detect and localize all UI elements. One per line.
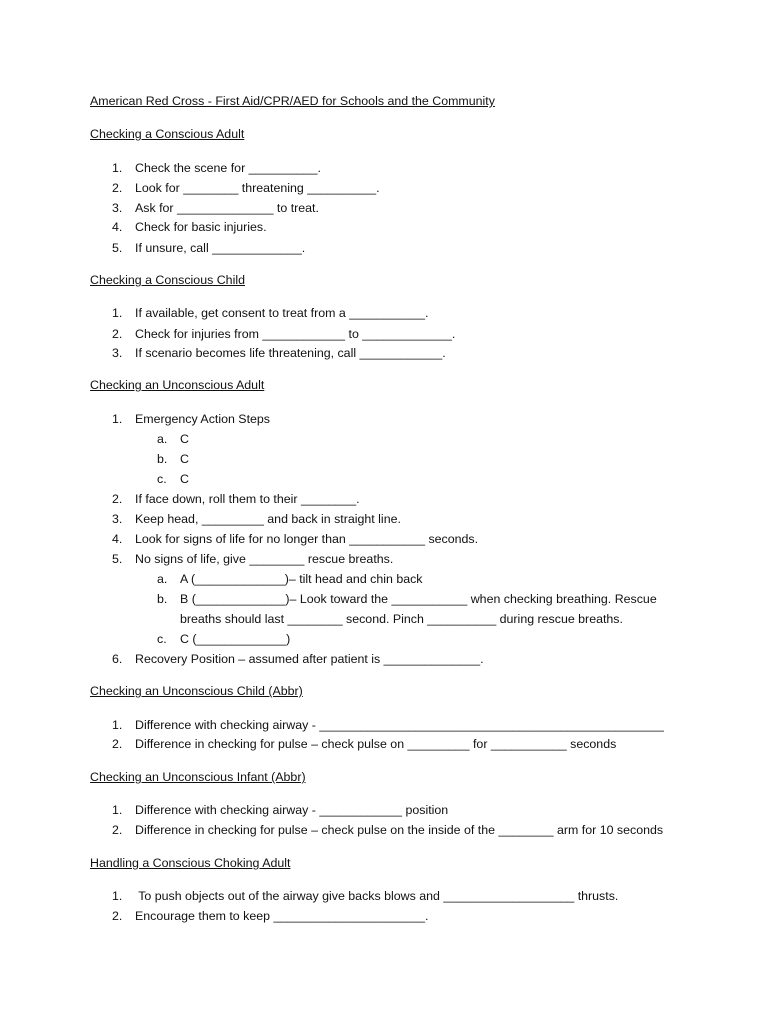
sub-list-item: c. C (_____________) (157, 632, 291, 646)
list-item: 2. Difference in checking for pulse – check pulse on the inside of the ________ arm for 10 seconds (112, 823, 664, 837)
sub-list-item: b. B (_____________)– Look toward the ___________ when checking breathing. Rescue (157, 592, 657, 606)
list-item: 1. Difference with checking airway - __________________________________________________ (112, 718, 664, 732)
sub-list-item: a. A (_____________)– tilt head and chin back (157, 572, 423, 586)
list-item: 1. To push objects out of the airway give backs blows and ___________________ thrusts. (112, 889, 619, 903)
document-title: American Red Cross - First Aid/CPR/AED for Schools and the Community (90, 94, 495, 108)
list-item: 3. Keep head, _________ and back in straight line. (112, 512, 401, 526)
list-item: 4. Look for signs of life for no longer than ___________ seconds. (112, 532, 479, 546)
list-item: 5. No signs of life, give ________ rescue breaths. (112, 552, 394, 566)
list-item: 1. If available, get consent to treat from a ___________. (112, 306, 429, 320)
section-heading-unconscious-adult: Checking an Unconscious Adult (90, 378, 265, 392)
section-heading-unconscious-child: Checking an Unconscious Child (Abbr) (90, 684, 303, 698)
list-item: 2. Check for injuries from ____________ to _____________. (112, 327, 456, 341)
sub-list-item: a. C (157, 432, 189, 446)
list-item: 3. Ask for ______________ to treat. (112, 201, 319, 215)
list-item: 2. If face down, roll them to their ________. (112, 492, 360, 506)
list-item: 2. Look for ________ threatening __________. (112, 181, 380, 195)
sub-list-item: b. C (157, 452, 189, 466)
section-heading-choking-adult: Handling a Conscious Choking Adult (90, 856, 291, 870)
section-heading-unconscious-infant: Checking an Unconscious Infant (Abbr) (90, 770, 306, 784)
list-item: 2. Encourage them to keep ______________________. (112, 909, 429, 923)
list-item: 2. Difference in checking for pulse – check pulse on _________ for ___________ seconds (112, 737, 617, 751)
list-item: 6. Recovery Position – assumed after patient is ______________. (112, 652, 484, 666)
sub-list-continuation: breaths should last ________ second. Pinch __________ during rescue breaths. (180, 612, 623, 626)
section-heading-conscious-adult: Checking a Conscious Adult (90, 127, 245, 141)
list-item: 1. Difference with checking airway - ____________ position (112, 803, 449, 817)
list-item: 3. If scenario becomes life threatening, call ____________. (112, 346, 446, 360)
list-item: 4. Check for basic injuries. (112, 220, 267, 234)
list-item: 1. Emergency Action Steps (112, 412, 270, 426)
sub-list-item: c. C (157, 472, 189, 486)
section-heading-conscious-child: Checking a Conscious Child (90, 273, 245, 287)
list-item: 1. Check the scene for __________. (112, 161, 321, 175)
list-item: 5. If unsure, call _____________. (112, 241, 306, 255)
